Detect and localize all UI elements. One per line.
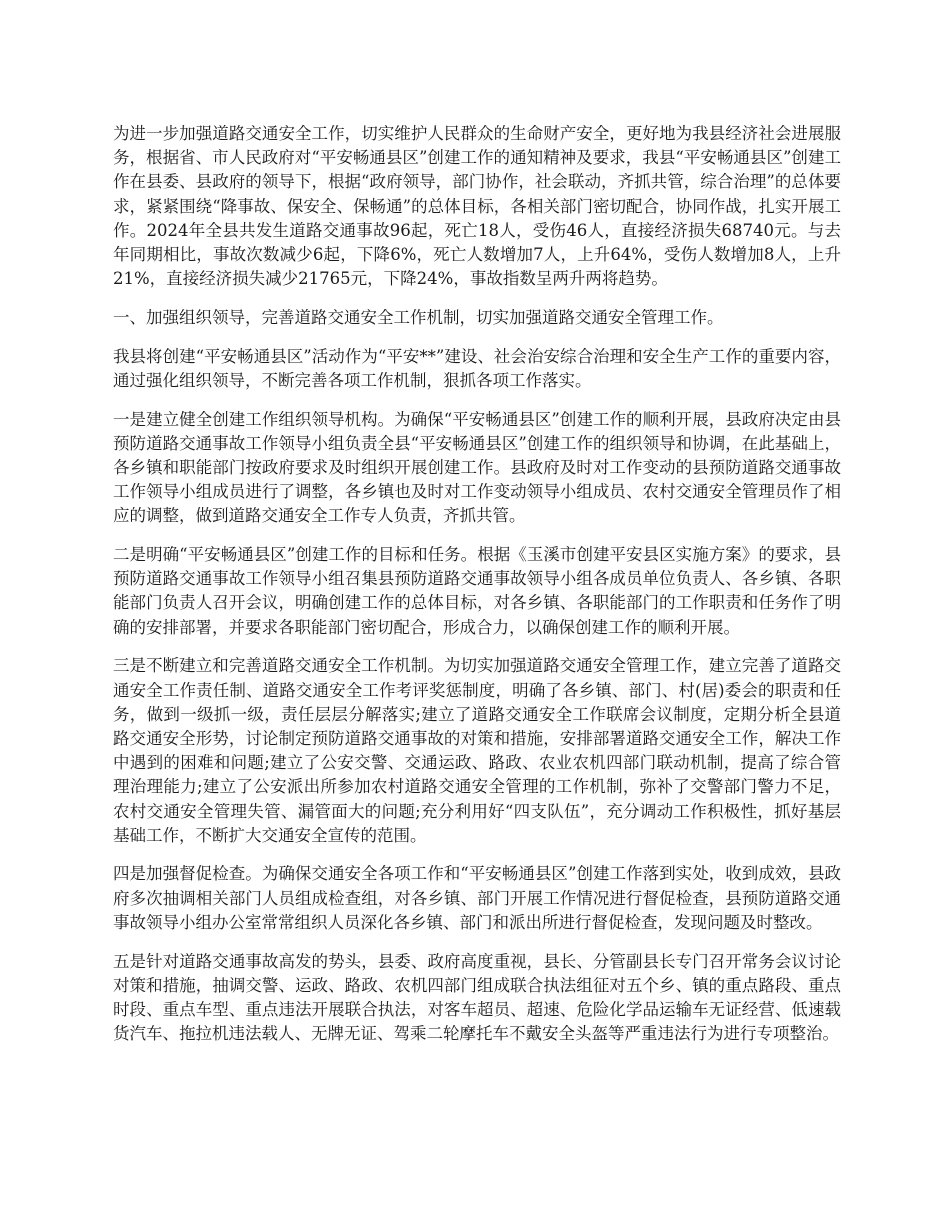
section-heading-one: 一、加强组织领导，完善道路交通安全工作机制，切实加强道路交通安全管理工作。 [113, 307, 724, 327]
point-four-paragraph: 四是加强督促检查。为确保交通安全各项工作和“平安畅通县区”创建工作落到实处，收到成效，县政府多次抽调相关部门人员组成检查组，对各乡镇、部门开展工作情况进行督促检查，县预防道路交通事故领导小组办公室常常组织人员深化各乡镇、部门和派出所进行督促检查，发现问题及时整改。 [113, 864, 841, 932]
point-two-paragraph: 二是明确“平安畅通县区”创建工作的目标和任务。根据《玉溪市创建平安县区实施方案》的要求，县预防道路交通事故工作领导小组召集县预防道路交通事故领导小组各成员单位负责人、各乡镇、各职能部门负责人召开会议，明确创建工作的总体目标，对各乡镇、各职能部门的工作职责和任务作了明确的安排部署，并要求各职能部门密切配合，形成合力，以确保创建工作的顺利开展。 [113, 545, 841, 637]
document-body [113, 122, 841, 1061]
point-three-paragraph: 三是不断建立和完善道路交通安全工作机制。为切实加强道路交通安全管理工作，建立完善了道路交通安全工作责任制、道路交通安全工作考评奖惩制度，明确了各乡镇、部门、村(居)委会的职责和任务，做到一级抓一级，责任层层分解落实;建立了道路交通安全工作联席会议制度，定期分析全县道路交通安全形势，讨论制定预防道路交通事故的对策和措施，安排部署道路交通安全工作，解决工作中遇到的困难和问题;建立了公安交警、交通运政、路政、农业农机四部门联动机制，提高了综合管理治理能力;建立了公安派出所参加农村道路交通安全管理的工作机制，弥补了交警部门警力不足，农村交通安全管理失管、漏管面大的问题;充分利用好“四支队伍”，充分调动工作积极性，抓好基层基础工作，不断扩大交通安全宣传的范围。 [113, 656, 841, 845]
point-five-paragraph: 五是针对道路交通事故高发的势头，县委、政府高度重视，县长、分管副县长专门召开常务会议讨论对策和措施，抽调交警、运政、路政、农机四部门组成联合执法组征对五个乡、镇的重点路段、重点时段、重点车型、重点违法开展联合执法，对客车超员、超速、危险化学品运输车无证经营、低速载货汽车、拖拉机违法载人、无牌无证、驾乘二轮摩托车不戴安全头盔等严重违法行为进行专项整治。 [113, 951, 841, 1044]
intro-paragraph: 为进一步加强道路交通安全工作，切实维护人民群众的生命财产安全，更好地为我县经济社会进展服务，根据省、市人民政府对“平安畅通县区”创建工作的通知精神及要求，我县“平安畅通县区”创建工作在县委、县政府的领导下，根据“政府领导，部门协作，社会联动，齐抓共管，综合治理”的总体要求，紧紧围绕“降事故、保安全、保畅通”的总体目标，各相关部门密切配合，协同作战，扎实开展工作。2024年全县共发生道路交通事故96起，死亡18人，受伤46人，直接经济损失68740元。与去年同期相比，事故次数减少6起，下降6%，死亡人数增加7人，上升64%，受伤人数增加8人，上升21%，直接经济损失减少21765元，下降24%，事故指数呈两升两将趋势。 [113, 124, 841, 289]
section-one-intro-paragraph: 我县将创建“平安畅通县区”活动作为“平安**”建设、社会治安综合治理和安全生产工作的重要内容，通过强化组织领导，不断完善各项工作机制，狠抓各项工作落实。 [113, 346, 841, 390]
point-one-paragraph: 一是建立健全创建工作组织领导机构。为确保“平安畅通县区”创建工作的顺利开展，县政府决定由县预防道路交通事故工作领导小组负责全县“平安畅通县区”创建工作的组织领导和协调，在此基础上，各乡镇和职能部门按政府要求及时组织开展创建工作。县政府及时对工作变动的县预防道路交通事故工作领导小组成员进行了调整，各乡镇也及时对工作变动领导小组成员、农村交通安全管理员作了相应的调整，做到道路交通安全工作专人负责，齐抓共管。 [113, 409, 841, 526]
